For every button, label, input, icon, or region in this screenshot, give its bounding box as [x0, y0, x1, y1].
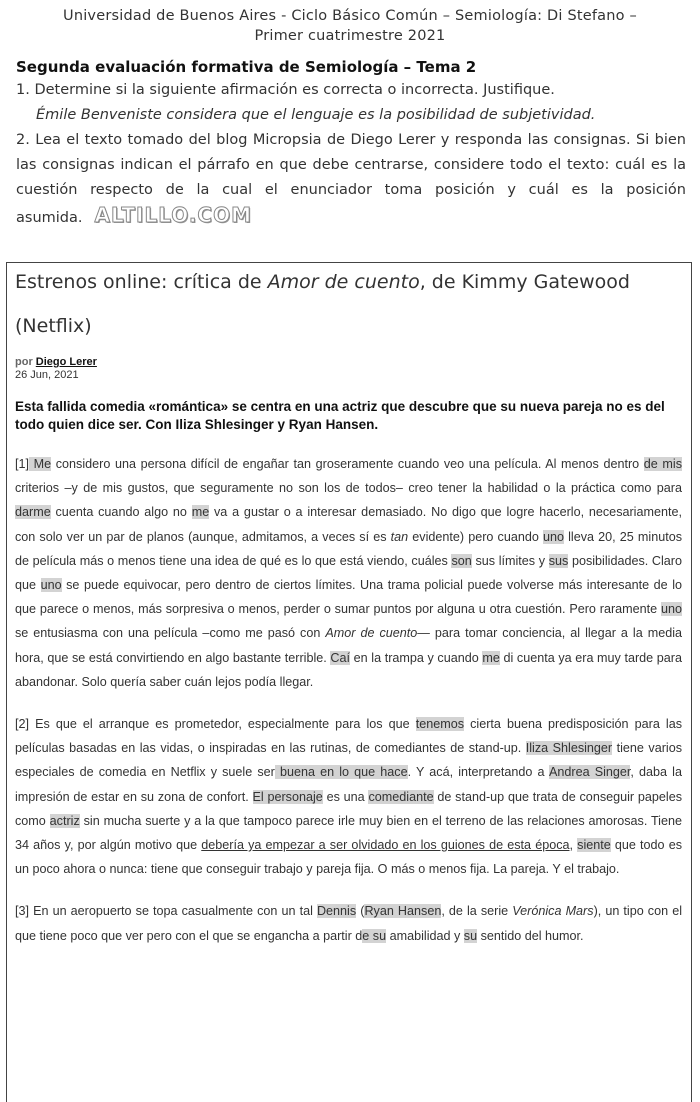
- highlighted-word: me: [191, 505, 210, 520]
- text-segment: , de la serie: [441, 904, 513, 919]
- text-segment: en la trampa y cuando: [350, 650, 483, 665]
- highlighted-word: Caí: [330, 650, 351, 665]
- text-segment: se puede equivocar, pero dentro de ciertos límites. Una trama policial puede volverse más interesante de lo que parece o menos, más sorpresiva o menos, perder o sumar puntos por alguna u otra cuestión. Pero raramente: [15, 578, 682, 617]
- text-segment: cierta buena predisposición para las películas basadas en las vidas, o inspiradas en las rutinas, de comediantes de stand-up.: [15, 717, 682, 756]
- text-segment: cuenta cuando algo no: [50, 505, 192, 520]
- byline-prefix: por: [15, 356, 36, 368]
- text-segment: — para tomar conciencia, al llegar a la media hora, que se está convirtiendo en algo bastante terrible.: [15, 626, 683, 665]
- highlighted-word: Iliza Shlesinger: [525, 741, 613, 756]
- text-segment: di cuenta ya era muy tarde para abandonar. Solo quería saber cuán lejos podía llegar.: [15, 650, 682, 689]
- highlighted-word: Ryan Hansen: [364, 904, 442, 919]
- article-title: [15, 262, 682, 348]
- altillo-watermark: ALTILLO.COM: [94, 203, 252, 227]
- article-title-post: , de Kimmy Gatewood (Netflix): [15, 271, 630, 337]
- highlighted-word: Dennis: [316, 904, 357, 919]
- underlined-phrase: debería ya empezar a ser olvidado en los guiones de esta época: [201, 838, 570, 853]
- highlighted-word: son: [451, 553, 472, 568]
- highlighted-word: de mis: [643, 457, 683, 471]
- highlighted-word: e su: [362, 928, 387, 943]
- text-segment: sus límites y: [471, 553, 549, 568]
- text-segment: evidente) pero cuando: [408, 529, 543, 544]
- highlighted-word: comediante: [368, 789, 434, 804]
- text-segment: sentido del humor.: [477, 928, 584, 943]
- highlighted-word: uno: [542, 529, 564, 544]
- question-2: [16, 128, 686, 231]
- text-segment: [2] Es que el arranque es prometedor, especialmente para los que: [15, 717, 416, 732]
- text-segment: lleva 20, 25 minutos de película más o menos tiene una idea de qué es lo que está viendo, cuáles: [15, 529, 683, 568]
- question-1: 1. Determine si la siguiente afirmación es correcta o incorrecta. Justifique.: [16, 82, 555, 98]
- highlighted-word: El personaje: [252, 789, 323, 804]
- course-header: [0, 0, 700, 46]
- highlighted-word: uno: [40, 578, 62, 593]
- header-line-2: Primer cuatrimestre 2021: [254, 28, 446, 44]
- article-date: 26 Jun, 2021: [15, 369, 79, 381]
- author-link[interactable]: Diego Lerer: [35, 356, 97, 368]
- text-segment: posibilidades. Claro que: [15, 553, 683, 593]
- header-line-1: Universidad de Buenos Aires - Ciclo Básico Común – Semiología: Di Stefano –: [63, 8, 637, 24]
- text-segment: ,: [569, 838, 578, 853]
- article-title-pre: Estrenos online: crítica de: [15, 271, 268, 293]
- text-segment: tiene varios especiales de comedia en Netflix y suele ser: [15, 741, 682, 780]
- highlighted-word: su: [463, 928, 478, 943]
- highlighted-word: siente: [577, 838, 611, 853]
- highlighted-word: actriz: [49, 813, 80, 828]
- byline: [15, 356, 682, 382]
- text-segment: . Y acá, interpretando a: [407, 765, 549, 780]
- exam-title: Segunda evaluación formativa de Semiología – Tema 2: [16, 58, 477, 76]
- text-segment: , daba la impresión de estar en su zona de confort.: [15, 765, 682, 804]
- text-segment: [3] En un aeropuerto se topa casualmente con un tal: [15, 904, 317, 919]
- text-segment: amabilidad y: [386, 928, 464, 943]
- text-segment: que todo es un poco ahora o nunca: tiene que conseguir trabajo y pareja fija. O más o menos fija. La pareja. Y el trabajo.: [15, 838, 682, 877]
- highlighted-word: sus: [548, 553, 569, 568]
- paragraph-2: [15, 712, 682, 881]
- text-segment: (: [356, 904, 365, 919]
- highlighted-word: darme: [15, 505, 51, 520]
- article-box: [6, 262, 692, 1102]
- italic-text: tan: [390, 529, 409, 544]
- paragraph-1: [15, 452, 682, 694]
- article-lead: Esta fallida comedia «romántica» se centra en una actriz que descubre que su nueva pareja no es del todo quien dice ser. Con Iliza Shlesinger y Ryan Hansen.: [15, 399, 665, 432]
- highlighted-word: me: [482, 650, 500, 665]
- italic-text: Verónica Mars: [512, 904, 594, 919]
- highlighted-word: tenemos: [415, 717, 465, 732]
- text-segment: [1]: [15, 457, 30, 471]
- text-segment: de stand-up que trata de conseguir papeles como: [15, 789, 683, 828]
- question-2-text: 2. Lea el texto tomado del blog Micropsia de Diego Lerer y responda las consignas. Si bien las consignas indican el párrafo en que debe centrarse, considere todo el texto: cuál es la cuestión respecto de la cual el enunciador toma posición y cuál es la posición asumida.: [16, 132, 686, 226]
- text-segment: va a gustar o a interesar demasiado. No digo que logre hacerlo, necesariamente, con solo ver un par de planos (aunque, admitamos, a veces sí es: [15, 505, 682, 544]
- highlighted-word: Andrea Singer: [548, 765, 631, 780]
- highlighted-word: uno: [660, 602, 682, 617]
- text-segment: criterios –y de mis gustos, que seguramente no son los de todos– creo tener la habilidad o la práctica como para: [15, 481, 682, 496]
- italic-text: Amor de cuento: [325, 626, 418, 641]
- text-segment: se entusiasma con una película –como me pasó con: [15, 626, 326, 641]
- article-title-film: Amor de cuento: [267, 271, 420, 293]
- text-segment: sin mucha suerte y a la que tampoco parece irle muy bien en el terreno de las relaciones amorosas. Tiene 34 años y, por algún motivo que: [15, 813, 682, 853]
- text-segment: es una: [322, 789, 369, 804]
- exam-section: [0, 58, 700, 231]
- question-1-statement: Émile Benveniste considera que el lenguaje es la posibilidad de subjetividad.: [36, 107, 596, 123]
- highlighted-word: buena en lo que hace: [274, 765, 408, 780]
- text-segment: considero una persona difícil de engañar tan groseramente cuando veo una película. Al menos dentro: [51, 457, 644, 471]
- paragraph-3: [15, 899, 682, 947]
- highlighted-word: Me: [29, 457, 52, 471]
- text-segment: ), un tipo con el que tiene poco que ver pero con el que se engancha a partir d: [15, 904, 682, 943]
